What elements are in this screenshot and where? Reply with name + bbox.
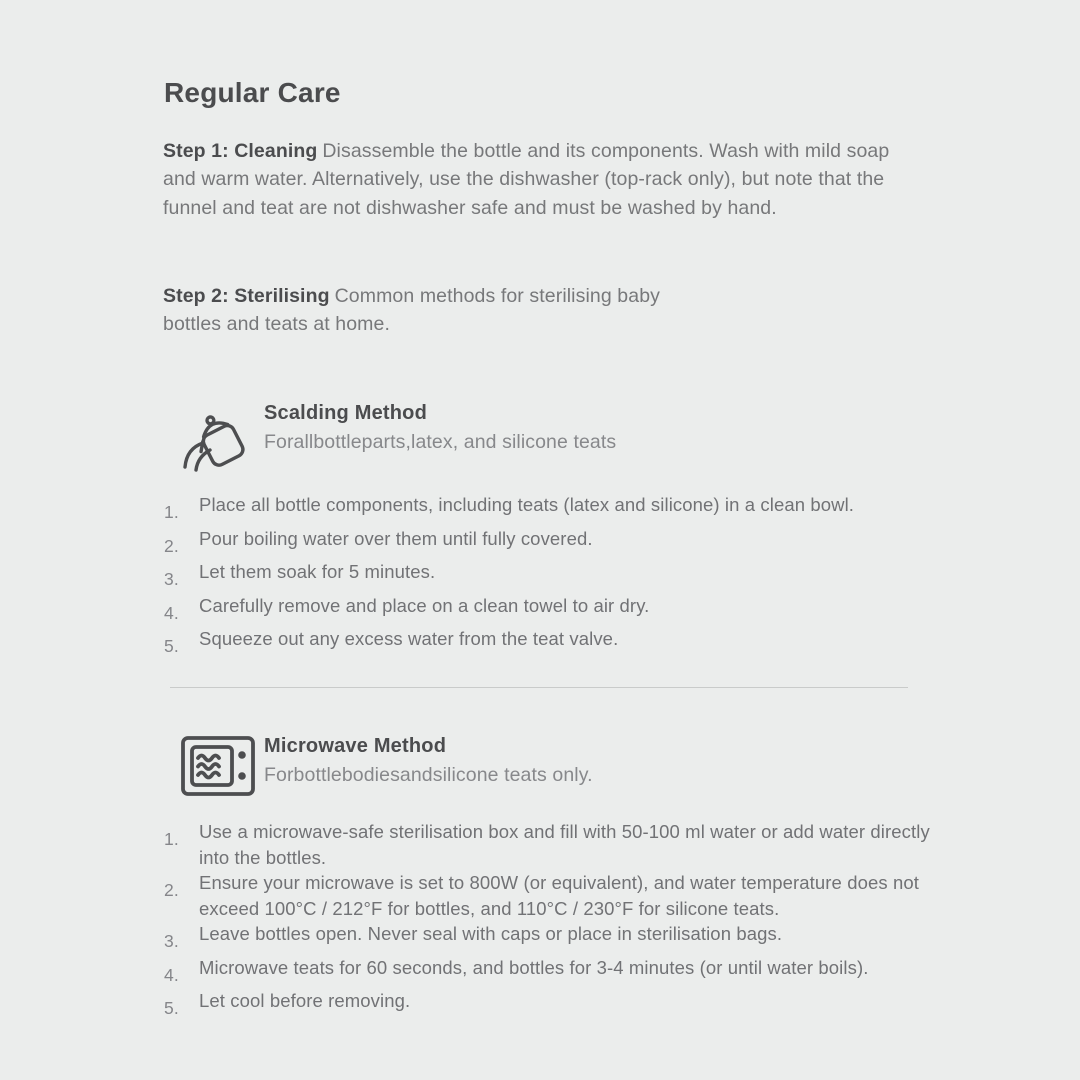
- list-item: [164, 526, 924, 560]
- page-title: Regular Care: [164, 76, 341, 108]
- list-item-number: 5.: [164, 636, 179, 656]
- list-item: [164, 870, 956, 921]
- step2-label: Step 2: Sterilising: [163, 284, 330, 307]
- list-item: [164, 819, 956, 870]
- list-item-number: 2.: [164, 535, 179, 556]
- list-item-number: 2.: [164, 880, 179, 900]
- list-item-number: 4.: [164, 964, 179, 985]
- list-item-text: Squeeze out any excess water from the teat valve.: [199, 628, 619, 649]
- microwave-icon: [179, 734, 257, 798]
- list-item-number: 1.: [164, 829, 179, 849]
- list-item-number: 1.: [164, 502, 179, 522]
- list-item-text: Microwave teats for 60 seconds, and bottles for 3-4 minutes (or until water boils).: [199, 956, 869, 978]
- list-item: [164, 955, 956, 989]
- microwave-method-title: Microwave Method: [264, 735, 447, 757]
- scalding-method-subtitle: Forallbottleparts,latex, and silicone teats: [264, 431, 617, 453]
- list-item-text: Leave bottles open. Never seal with caps or place in sterilisation bags.: [199, 923, 783, 944]
- microwave-steps-list: [164, 819, 956, 1022]
- list-item: [164, 593, 924, 627]
- scalding-steps-list: [164, 492, 924, 660]
- kettle-pour-icon: [178, 400, 254, 474]
- step1-paragraph: [163, 137, 915, 223]
- list-item-number: 5.: [164, 998, 179, 1018]
- list-item-text: Place all bottle components, including teats (latex and silicone) in a clean bowl.: [199, 494, 855, 515]
- microwave-method-subtitle: Forbottlebodiesandsilicone teats only.: [264, 764, 593, 786]
- scalding-method-header: [264, 402, 616, 454]
- list-item-text: Let cool before removing.: [199, 990, 411, 1011]
- list-item-number: 3.: [164, 931, 179, 951]
- list-item-number: 4.: [164, 602, 179, 623]
- microwave-method-header: [264, 735, 593, 787]
- list-item-text: Pour boiling water over them until fully covered.: [199, 527, 593, 549]
- list-item-text: Use a microwave-safe sterilisation box and fill with 50-100 ml water or add water directly into the bottles.: [199, 821, 930, 868]
- step1-label: Step 1: Cleaning: [163, 139, 318, 162]
- list-item: [164, 626, 924, 660]
- list-item-number: 3.: [164, 569, 179, 589]
- list-item: [164, 988, 956, 1022]
- section-divider: [170, 687, 908, 688]
- step2-text: Common methods for sterilising baby bottles and teats at home.: [163, 284, 660, 335]
- step2-paragraph: [163, 282, 683, 339]
- list-item-text: Let them soak for 5 minutes.: [199, 561, 436, 582]
- list-item: [164, 559, 924, 593]
- list-item-text: Ensure your microwave is set to 800W (or equivalent), and water temperature does not exceed 100°C / 212°F for bottles, and 110°C / 230°F for silicone teats.: [199, 872, 919, 919]
- list-item-text: Carefully remove and place on a clean towel to air dry.: [199, 594, 650, 616]
- scalding-method-title: Scalding Method: [264, 402, 427, 424]
- list-item: [164, 921, 956, 955]
- list-item: [164, 492, 924, 526]
- step1-text: Disassemble the bottle and its components. Wash with mild soap and warm water. Alternatively, use the dishwasher (top-rack only), but note that the funnel and teat are not dishwasher safe and must be washed by hand.: [163, 139, 890, 219]
